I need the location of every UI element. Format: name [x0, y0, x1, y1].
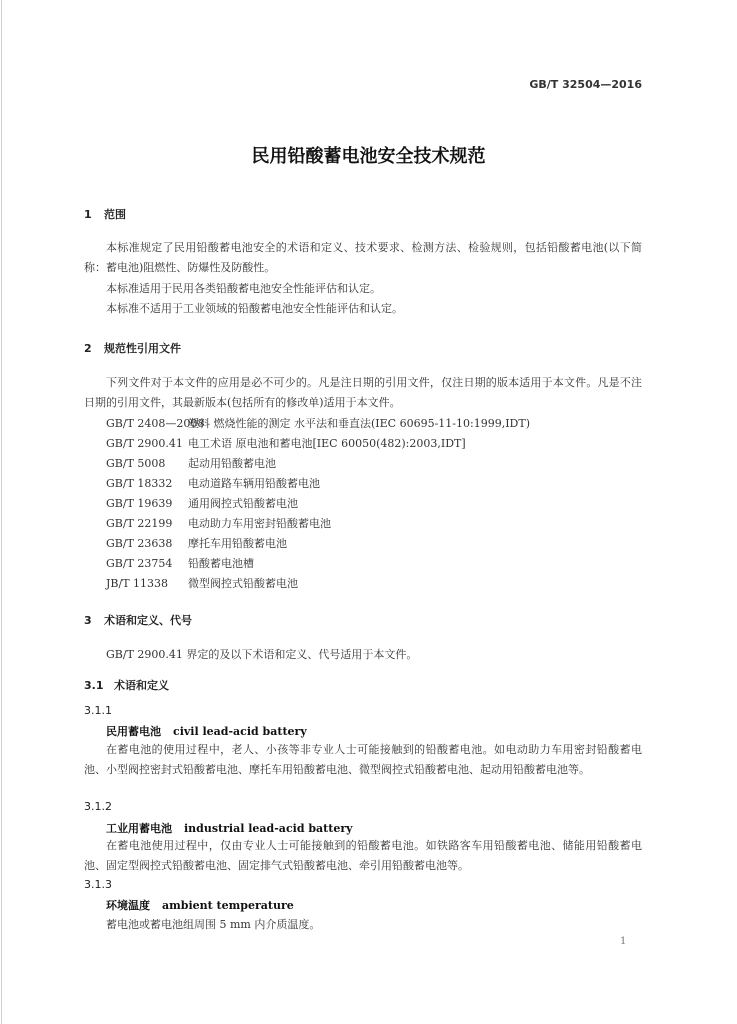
section-number: 2: [84, 342, 92, 355]
page-number: 1: [620, 936, 627, 947]
reference-title: 电工术语 原电池和蓄电池[IEC 60050(482):2003,IDT]: [188, 437, 466, 450]
reference-title: 摩托车用铅酸蓄电池: [188, 537, 287, 550]
section-title: 术语和定义、代号: [104, 614, 192, 627]
term-name-en: industrial lead-acid battery: [184, 822, 353, 835]
reference-title: 通用阀控式铅酸蓄电池: [188, 497, 298, 510]
section-number: 1: [84, 208, 92, 221]
reference-title: 电动道路车辆用铅酸蓄电池: [188, 477, 320, 490]
term-number: 3.1.2: [84, 800, 112, 813]
section-2-heading: [84, 340, 181, 356]
reference-item: [106, 575, 298, 591]
reference-code: JB/T 11338: [106, 577, 169, 590]
reference-item: [106, 515, 331, 531]
term-name: [106, 897, 294, 913]
section-title: 规范性引用文件: [104, 342, 181, 355]
term-name: [106, 820, 353, 836]
section-title: 范围: [104, 208, 126, 221]
term-definition: 在蓄电池使用过程中，仅由专业人士可能接触到的铅酸蓄电池。如铁路客车用铅酸蓄电池、储能用铅酸蓄电池、固定型阀控式铅酸蓄电池、固定排气式铅酸蓄电池、牵引用铅酸蓄电池等。: [84, 839, 642, 872]
reference-code: GB/T 22199: [106, 517, 173, 530]
term-name-zh: 民用蓄电池: [106, 725, 161, 738]
term-definition: 蓄电池或蓄电池组周围 5 mm 内介质温度。: [106, 918, 321, 931]
reference-item: [106, 475, 320, 491]
standard-code: GB/T 32504—2016: [529, 78, 642, 91]
scope-paragraph-3: 本标准不适用于工业领域的铅酸蓄电池安全性能评估和认定。: [106, 302, 403, 315]
reference-item: [106, 495, 298, 511]
reference-item: [106, 415, 530, 431]
reference-code: GB/T 5008: [106, 457, 166, 470]
reference-code: GB/T 2408—2008: [106, 417, 205, 430]
reference-title: 微型阀控式铅酸蓄电池: [188, 577, 298, 590]
reference-title: 铅酸蓄电池槽: [188, 557, 254, 570]
reference-title: 塑料 燃烧性能的测定 水平法和垂直法(IEC 60695-11-10:1999,IDT): [188, 417, 530, 430]
term-name-zh: 环境温度: [106, 899, 150, 912]
scope-paragraph-1: 本标准规定了民用铅酸蓄电池安全的术语和定义、技术要求、检测方法、检验规则，包括铅酸蓄电池(以下简称：蓄电池)阻燃性、防爆性及防酸性。: [84, 241, 642, 274]
subsection-3-1-heading: [84, 677, 169, 693]
term-name-en: ambient temperature: [162, 899, 294, 912]
reference-code: GB/T 23754: [106, 557, 173, 570]
reference-item: [106, 535, 287, 551]
term-name-en: civil lead-acid battery: [173, 725, 307, 738]
term-name-zh: 工业用蓄电池: [106, 822, 172, 835]
term-number: 3.1.1: [84, 704, 112, 717]
section-1-heading: [84, 206, 126, 222]
scope-paragraph-2: 本标准适用于民用各类铅酸蓄电池安全性能评估和认定。: [106, 282, 381, 295]
reference-title: 起动用铅酸蓄电池: [188, 457, 276, 470]
section-number: 3: [84, 614, 92, 627]
normative-references-intro: 下列文件对于本文件的应用是必不可少的。凡是注日期的引用文件，仅注日期的版本适用于本文件。凡是不注日期的引用文件，其最新版本(包括所有的修改单)适用于本文件。: [84, 376, 642, 409]
reference-item: [106, 555, 254, 571]
reference-code: GB/T 18332: [106, 477, 173, 490]
term-name: [106, 723, 307, 739]
term-number: 3.1.3: [84, 878, 112, 891]
reference-code: GB/T 19639: [106, 497, 173, 510]
section-3-heading: [84, 612, 192, 628]
reference-item: [106, 455, 276, 471]
reference-item: [106, 435, 466, 451]
reference-title: 电动助力车用密封铅酸蓄电池: [188, 517, 331, 530]
reference-code: GB/T 2900.41: [106, 437, 183, 450]
page-title: 民用铅酸蓄电池安全技术规范: [251, 146, 486, 167]
terms-intro: GB/T 2900.41 界定的及以下术语和定义、代号适用于本文件。: [106, 648, 418, 661]
subsection-number: 3.1: [84, 679, 104, 692]
term-definition: 在蓄电池的使用过程中，老人、小孩等非专业人士可能接触到的铅酸蓄电池。如电动助力车用密封铅酸蓄电池、小型阀控密封式铅酸蓄电池、摩托车用铅酸蓄电池、微型阀控式铅酸蓄电池、起动用铅酸蓄电池等。: [84, 743, 642, 776]
subsection-title: 术语和定义: [114, 679, 169, 692]
reference-code: GB/T 23638: [106, 537, 173, 550]
